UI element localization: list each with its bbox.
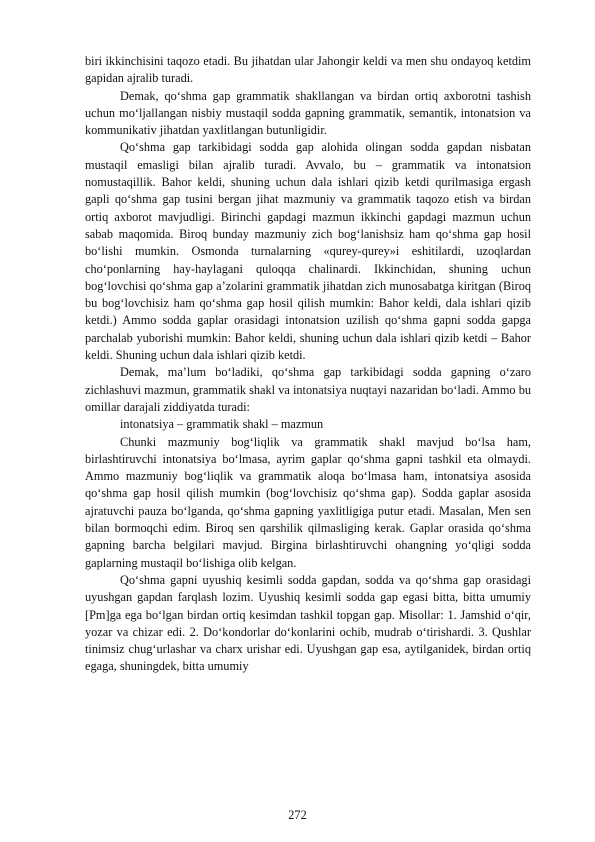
paragraph-5: intonatsiya – grammatik shakl – mazmun <box>120 417 324 432</box>
paragraph-4: Demak, ma’lum bo‘ladiki, qo‘shma gap tarkibidagi sodda gapning o‘zaro zichlashuvi mazmun, grammatik shakl va intonatsiya nuqtayi nazaridan bo‘ladi. Ammo bu omillar darajali ziddiyatda turadi: <box>85 365 531 414</box>
paragraph-1: biri ikkinchisini taqozo etadi. Bu jihatdan ular Jahongir keldi va men shu ondayoq ketdim gapidan ajralib turadi. <box>85 54 531 86</box>
paragraph-3: Qo‘shma gap tarkibidagi sodda gap alohida olingan sodda gapdan nisbatan mustaqil emasligi bilan ajralib turadi. Avvalo, bu – grammatik va intonatsion nomustaqillik. Bahor keldi, shuning uchun dala ishlari qizib ketdi qurilmasiga ergash gapli qo‘shma gap tusini bergan jihat mazmuniy va grammatik taqozo etish va birdan ortiq axborot mavjudligi. Birinchi gapdagi mazmun ikkinchi gapdagi mazmun uchun sabab maqomida. Biroq bunday mazmuniy zich bog‘lanishsiz ham qo‘shma gap hosil bo‘lishi mumkin. Osmonda turnalarning «qurey-qurey»i eshitilardi, uzoqlardan cho‘ponlarning hay-haylagani quloqqa chalinardi. Ikkinchidan, shuning uchun bog‘lovchisi qo‘shma gap a’zolarini grammatik jihatdan zich munosabatga kiritgan (Biroq bu bog‘lovchisiz ham qo‘shma gap hosil qilish mumkin: Bahor keldi, dala ishlari qizib ketdi.) Ammo sodda gaplar orasidagi intonatsion uzilish qo‘shma gapni sodda gapga parchalab yuborishi mumkin: Bahor keldi, shuning uchun dala ishlari qizib ketdi – Bahor keldi. Shuning uchun dala ishlari qizib ketdi. <box>85 140 531 363</box>
paragraph-6: Chunki mazmuniy bog‘liqlik va grammatik shakl mavjud bo‘lsa ham, birlashtiruvchi intonatsiya bo‘lmasa, ayrim gaplar qo‘shma gapni tashkil eta olmaydi. Ammo mazmuniy bog‘liqlik va grammatik aloqa bo‘lmasa ham, intonatsiya asosida qo‘shma gap hosil qilish mumkin (bog‘lovchisiz qo‘shma gap). Sodda gaplar asosida ajratuvchi pauza bo‘lganda, qo‘shma gapning yaxlitligiga putur etadi. Masalan, Men sen bilan bormoqchi edim. Biroq sen qarshilik qilmasliging kerak. Gaplar orasida qo‘shma gapning barcha belgilari mavjud. Birgina birlashtiruvchi ohangning yo‘qligi sodda gaplarning mustaqil bo‘lishiga olib kelgan. <box>85 434 531 570</box>
page-number: 272 <box>288 808 307 822</box>
document-body <box>85 53 531 676</box>
paragraph-7: Qo‘shma gapni uyushiq kesimli sodda gapdan, sodda va qo‘shma gap orasidagi uyushgan gapdan farqlash lozim. Uyushiq kesimli sodda gap egasi bitta, bitta umumiy [Pm]ga ega bo‘lgan birdan ortiq kesimdan tashkil topgan gap. Misollar: 1. Jamshid o‘qir, yozar va chizar edi. 2. Do‘kondorlar do‘konlarini ochib, mudrab o‘tirishardi. 3. Qushlar tinimsiz chug‘urlashar va charx urishar edi. Uyushgan gap esa, aytilganidek, birdan ortiq egaga, shuningdek, bitta umumiy <box>85 572 531 674</box>
paragraph-2: Demak, qo‘shma gap grammatik shakllangan va birdan ortiq axborotni tashish uchun mo‘ljallangan nisbiy mustaqil sodda gapning grammatik, semantik, intonatsion va kommunikativ jihatdan yaxlitlangan butunligidir. <box>85 88 531 138</box>
